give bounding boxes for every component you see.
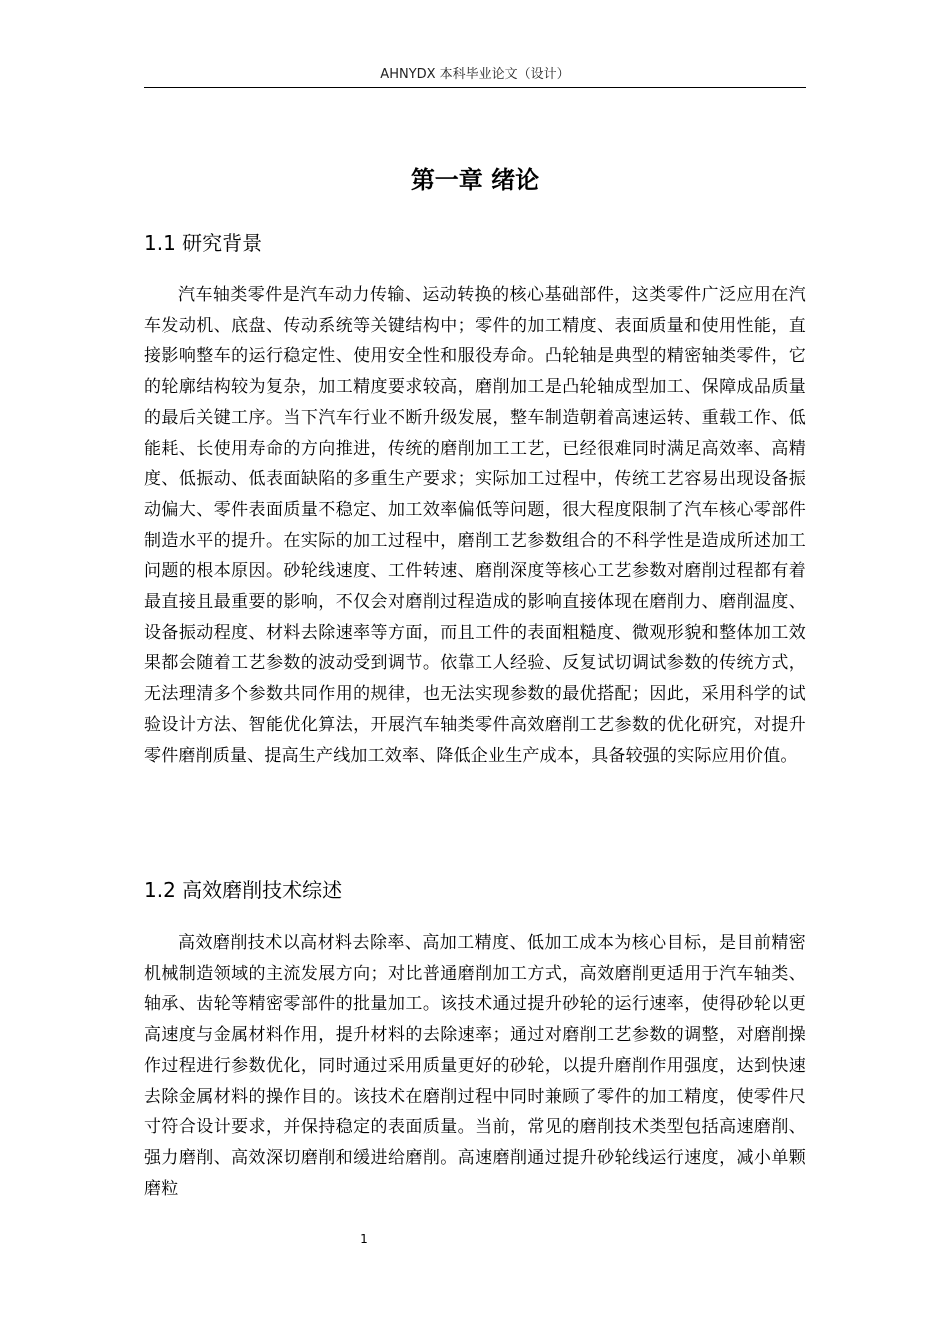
running-header: AHNYDX 本科毕业论文（设计） bbox=[380, 67, 570, 82]
section-heading-1-2: 1.2 高效磨削技术综述 bbox=[144, 878, 343, 902]
paragraph-efficient-grinding-overview: 高效磨削技术以高材料去除率、高加工精度、低加工成本为核心目标，是目前精密机械制造领域的主流发展方向；对比普通磨削加工方式，高效磨削更适用于汽车轴类、轴承、齿轮等精密零部件的批量加工。该技术通过提升砂轮的运行速率，使得砂轮以更高速度与金属材料作用，提升材料的去除速率；通过对磨削工艺参数的调整，对磨削操作过程进行参数优化，同时通过采用质量更好的砂轮，以提升磨削作用强度，达到快速去除金属材料的操作目的。该技术在磨削过程中同时兼顾了零件的加工精度，使零件尺寸符合设计要求，并保持稳定的表面质量。当前，常见的磨削技术类型包括高速磨削、强力磨削、高效深切磨削和缓进给磨削。高速磨削通过提升砂轮线运行速度，减小单颗磨粒 bbox=[144, 933, 806, 1199]
paragraph-research-background: 汽车轴类零件是汽车动力传输、运动转换的核心基础部件，这类零件广泛应用在汽车发动机、底盘、传动系统等关键结构中；零件的加工精度、表面质量和使用性能，直接影响整车的运行稳定性、使用安全性和服役寿命。凸轮轴是典型的精密轴类零件，它的轮廓结构较为复杂，加工精度要求较高，磨削加工是凸轮轴成型加工、保障成品质量的最后关键工序。当下汽车行业不断升级发展，整车制造朝着高速运转、重载工作、低能耗、长使用寿命的方向推进，传统的磨削加工工艺，已经很难同时满足高效率、高精度、低振动、低表面缺陷的多重生产要求；实际加工过程中，传统工艺容易出现设备振动偏大、零件表面质量不稳定、加工效率偏低等问题，很大程度限制了汽车核心零部件制造水平的提升。在实际的加工过程中，磨削工艺参数组合的不科学性是造成所述加工问题的根本原因。砂轮线速度、工件转速、磨削深度等核心工艺参数对磨削过程都有着最直接且最重要的影响，不仅会对磨削过程造成的影响直接体现在磨削力、磨削温度、设备振动程度、材料去除速率等方面，而且工件的表面粗糙度、微观形貌和整体加工效果都会随着工艺参数的波动受到调节。依靠工人经验、反复试切调试参数的传统方式，无法理清多个参数共同作用的规律，也无法实现参数的最优搭配；因此，采用科学的试验设计方法、智能优化算法，开展汽车轴类零件高效磨削工艺参数的优化研究，对提升零件磨削质量、提高生产线加工效率、降低企业生产成本，具备较强的实际应用价值。 bbox=[144, 285, 806, 766]
page-number: 1 bbox=[360, 1232, 368, 1246]
section-heading-1-1: 1.1 研究背景 bbox=[144, 231, 263, 255]
header-rule bbox=[144, 87, 806, 88]
chapter-title: 第一章 绪论 bbox=[410, 166, 540, 194]
